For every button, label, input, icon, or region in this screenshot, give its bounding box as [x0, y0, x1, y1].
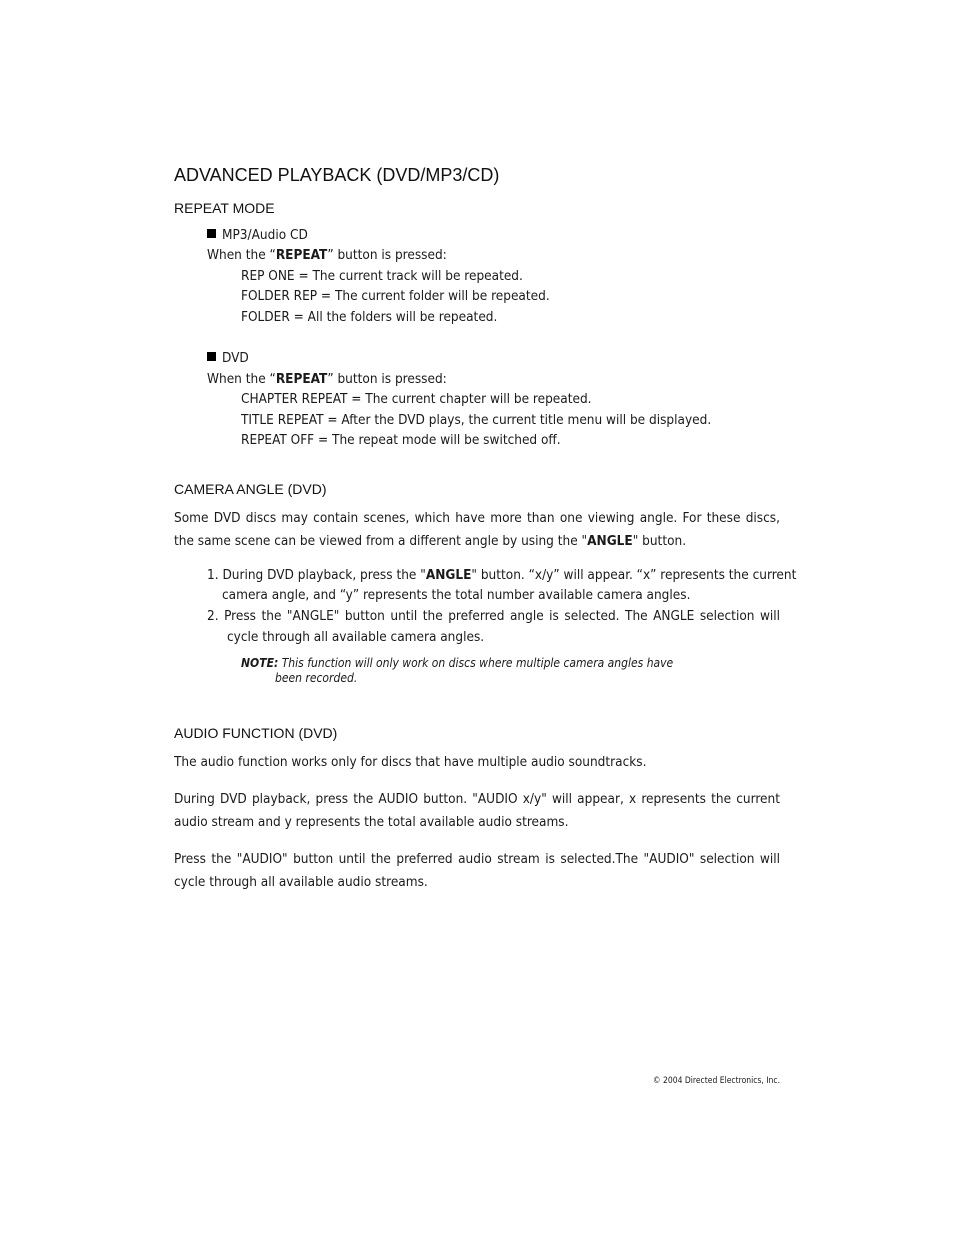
square-bullet-icon [207, 352, 216, 361]
repeat-key: REPEAT [275, 247, 328, 263]
dvd-item-repeat-off: REPEAT OFF = The repeat mode will be switched off. [241, 432, 561, 448]
camera-para-end: " button. [632, 533, 687, 549]
step-1-text-end: " button. “x/y” will appear. “x” represents the current [471, 567, 797, 583]
camera-angle-heading: CAMERA ANGLE (DVD) [174, 481, 327, 497]
mp3-bullet [207, 227, 308, 243]
intro-text-end: ” button is pressed: [327, 371, 447, 387]
repeat-key: REPEAT [275, 371, 328, 387]
note-text: This function will only work on discs where multiple camera angles have [281, 656, 674, 670]
intro-text: When the “ [207, 371, 276, 387]
angle-key: ANGLE [425, 567, 472, 583]
step-1-line-2: camera angle, and “y” represents the total number available camera angles. [222, 587, 691, 603]
audio-paragraph-2: During DVD playback, press the AUDIO button. "AUDIO x/y" will appear, x represents the current audio stream and y represents the total available audio streams. [174, 791, 780, 830]
angle-key: ANGLE [587, 533, 633, 549]
step-1-text: 1. During DVD playback, press the " [207, 567, 426, 583]
step-1-line-1 [207, 567, 796, 583]
note-line-1 [241, 656, 673, 670]
mp3-item-folder: FOLDER = All the folders will be repeated. [241, 309, 498, 325]
step-2-line-1: 2. Press the "ANGLE" button until the preferred angle is selected. The ANGLE selection will [207, 608, 780, 624]
note-line-2: been recorded. [275, 671, 358, 685]
dvd-label: DVD [222, 350, 249, 366]
audio-paragraph-1: The audio function works only for discs that have multiple audio soundtracks. [174, 754, 647, 770]
mp3-label: MP3/Audio CD [222, 227, 308, 243]
camera-angle-paragraph [174, 507, 780, 553]
audio-paragraph-3: Press the "AUDIO" button until the preferred audio stream is selected.The "AUDIO" selection will cycle through all available audio streams. [174, 851, 780, 890]
dvd-item-chapter-repeat: CHAPTER REPEAT = The current chapter will be repeated. [241, 391, 592, 407]
camera-para-text: Some DVD discs may contain scenes, which have more than one viewing angle. For these discs, the same scene can be viewed from a different angle by using the " [174, 510, 780, 549]
copyright-footer: © 2004 Directed Electronics, Inc. [652, 1076, 780, 1086]
dvd-bullet [207, 350, 249, 366]
dvd-item-title-repeat: TITLE REPEAT = After the DVD plays, the current title menu will be displayed. [241, 412, 712, 428]
mp3-item-folder-rep: FOLDER REP = The current folder will be repeated. [241, 288, 550, 304]
intro-text-end: ” button is pressed: [327, 247, 447, 263]
step-2-line-2: cycle through all available camera angles. [227, 629, 485, 645]
mp3-item-rep-one: REP ONE = The current track will be repeated. [241, 268, 523, 284]
page-title: ADVANCED PLAYBACK (DVD/MP3/CD) [174, 165, 500, 185]
mp3-intro [207, 247, 447, 263]
intro-text: When the “ [207, 247, 276, 263]
note-label: NOTE: [241, 656, 279, 670]
repeat-mode-heading: REPEAT MODE [174, 200, 275, 216]
dvd-intro [207, 371, 447, 387]
square-bullet-icon [207, 229, 216, 238]
audio-function-heading: AUDIO FUNCTION (DVD) [174, 725, 338, 741]
